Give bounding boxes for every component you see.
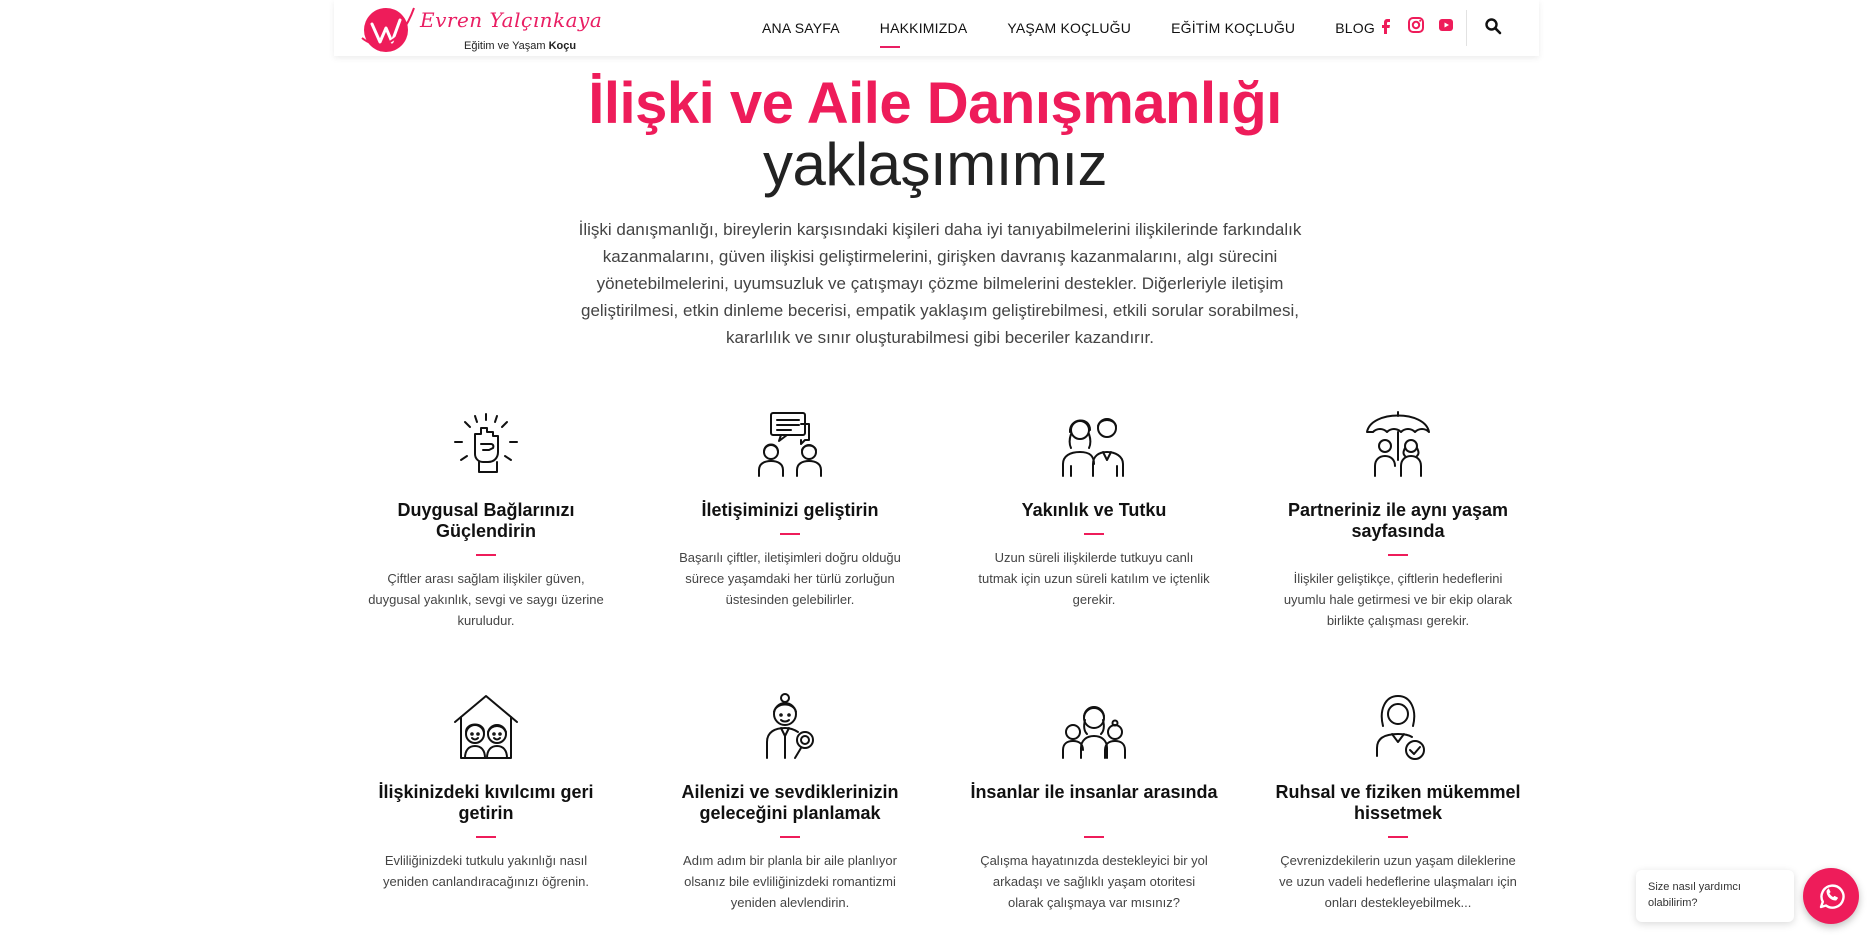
chat-prompt-bubble[interactable]: Size nasıl yardımcı olabilirim?	[1636, 870, 1794, 922]
feature-divider	[1084, 533, 1104, 535]
feature-card	[361, 692, 611, 892]
feature-title: Duygusal Bağlarınızı Güçlendirin	[397, 500, 575, 541]
feature-card	[1273, 410, 1523, 631]
feature-title: İletişiminizi geliştirin	[701, 500, 879, 520]
nav-item-yasam-koclugu[interactable]: YAŞAM KOÇLUĞU	[1007, 20, 1132, 36]
search-icon[interactable]	[1484, 17, 1502, 40]
feature-card	[969, 410, 1219, 610]
facebook-icon[interactable]	[1377, 16, 1395, 34]
nav-item-ana-sayfa[interactable]: ANA SAYFA	[762, 20, 840, 36]
brand-name: Evren Yalçınkaya	[420, 8, 603, 32]
feature-description: İlişkiler geliştikçe, çiftlerin hedeflerini uyumlu hale getirmesi ve bir ekip olarak birlikte çalışması gerekir.	[1283, 571, 1513, 628]
nav-item-hakkimizda[interactable]: HAKKIMIZDA	[879, 20, 968, 36]
feature-description: Evliliğinizdeki tutkulu yakınlığı nasıl yeniden canlandıracağınızı öğrenin.	[383, 853, 589, 889]
intro-paragraph: İlişki danışmanlığı, bireylerin karşısındaki kişileri daha iyi tanıyabilmelerini ilişkilerinde farkındalık kazanmalarını, güven ilişkisi geliştirmelerini, girişken davranış kazanmalarını, algı sürecini yönetebilmelerini, uyumsuzluk ve çatışmayı çözme bilmelerini destekler. Diğerleriyle iletişim geliştirilmesi, etkin dinleme becerisi, empatik yaklaşım geliştirebilmesi, etkili sorular sorabilmesi, kararlılık ve sınır oluşturabilmesi gibi beceriler kazandırır.	[578, 220, 1302, 347]
feature-title: İlişkinizdeki kıvılcımı geri getirin	[378, 782, 594, 823]
house-family-icon	[451, 692, 521, 762]
main-nav	[762, 0, 1415, 56]
feature-description: Çevrenizdekilerin uzun yaşam dileklerine ve uzun vadeli hedeflerine ulaşmaları için onları destekleyebilmek...	[1279, 853, 1517, 910]
whatsapp-icon	[1815, 880, 1847, 912]
umbrella-couple-icon	[1363, 410, 1433, 480]
nav-item-egitim-koclugu[interactable]: EĞİTİM KOÇLUĞU	[1171, 20, 1296, 36]
whatsapp-chat-button[interactable]	[1803, 868, 1859, 924]
brand-logo[interactable]	[354, 2, 603, 54]
feature-description: Başarılı çiftler, iletişimleri doğru olduğu sürece yaşamdaki her türlü zorluğun üstesinden gelebilirler.	[679, 550, 901, 607]
feature-title: Ailenizi ve sevdiklerinizin geleceğini planlamak	[681, 782, 899, 823]
nav-item-blog[interactable]: BLOG	[1335, 20, 1375, 36]
feature-card	[969, 692, 1219, 913]
site-header	[334, 0, 1539, 56]
conversation-icon	[755, 410, 825, 480]
feature-card	[665, 692, 915, 913]
feature-divider	[1388, 554, 1408, 556]
page-title: İlişki ve Aile Danışmanlığı	[588, 71, 1282, 136]
feature-card	[665, 410, 915, 610]
feature-divider	[476, 554, 496, 556]
instagram-icon[interactable]	[1407, 16, 1425, 34]
social-links	[1377, 16, 1455, 34]
header-divider	[1466, 10, 1467, 46]
feature-description: Çiftler arası sağlam ilişkiler güven, duygusal yakınlık, sevgi ve saygı üzerine kuruludur.	[368, 571, 604, 628]
feature-title: Yakınlık ve Tutku	[1021, 500, 1167, 520]
feature-divider	[476, 836, 496, 838]
feature-divider	[1084, 836, 1104, 838]
feature-title: İnsanlar ile insanlar arasında	[970, 782, 1218, 802]
feature-card	[1273, 692, 1523, 913]
feature-divider	[1388, 836, 1408, 838]
woman-check-icon	[1363, 692, 1433, 762]
feature-description: Çalışma hayatınızda destekleyici bir yol arkadaşı ve sağlıklı yaşam otoritesi olarak çalışmaya var mısınız?	[980, 853, 1208, 910]
family-group-icon	[1059, 692, 1129, 762]
feature-title: Partneriniz ile aynı yaşam sayfasında	[1287, 500, 1509, 541]
logo-monogram-icon	[354, 2, 418, 54]
youtube-icon[interactable]	[1437, 16, 1455, 34]
feature-description: Uzun süreli ilişkilerde tutkuyu canlı tutmak için uzun süreli katılım ve içtenlik gerekir.	[978, 550, 1210, 607]
feature-divider	[780, 533, 800, 535]
page-subtitle: yaklaşımımız	[762, 131, 1108, 198]
brand-subtitle: Eğitim ve Yaşam Koçu	[464, 40, 577, 52]
woman-magnifier-icon	[755, 692, 825, 762]
feature-title: Ruhsal ve fiziken mükemmel hissetmek	[1275, 782, 1521, 823]
feature-divider	[780, 836, 800, 838]
raised-fist-icon	[451, 410, 521, 480]
couple-icon	[1059, 410, 1129, 480]
feature-card	[361, 410, 611, 631]
feature-description: Adım adım bir planla bir aile planlıyor olsanız bile evliliğinizdeki romantizmi yeniden alevlendirin.	[683, 853, 897, 910]
